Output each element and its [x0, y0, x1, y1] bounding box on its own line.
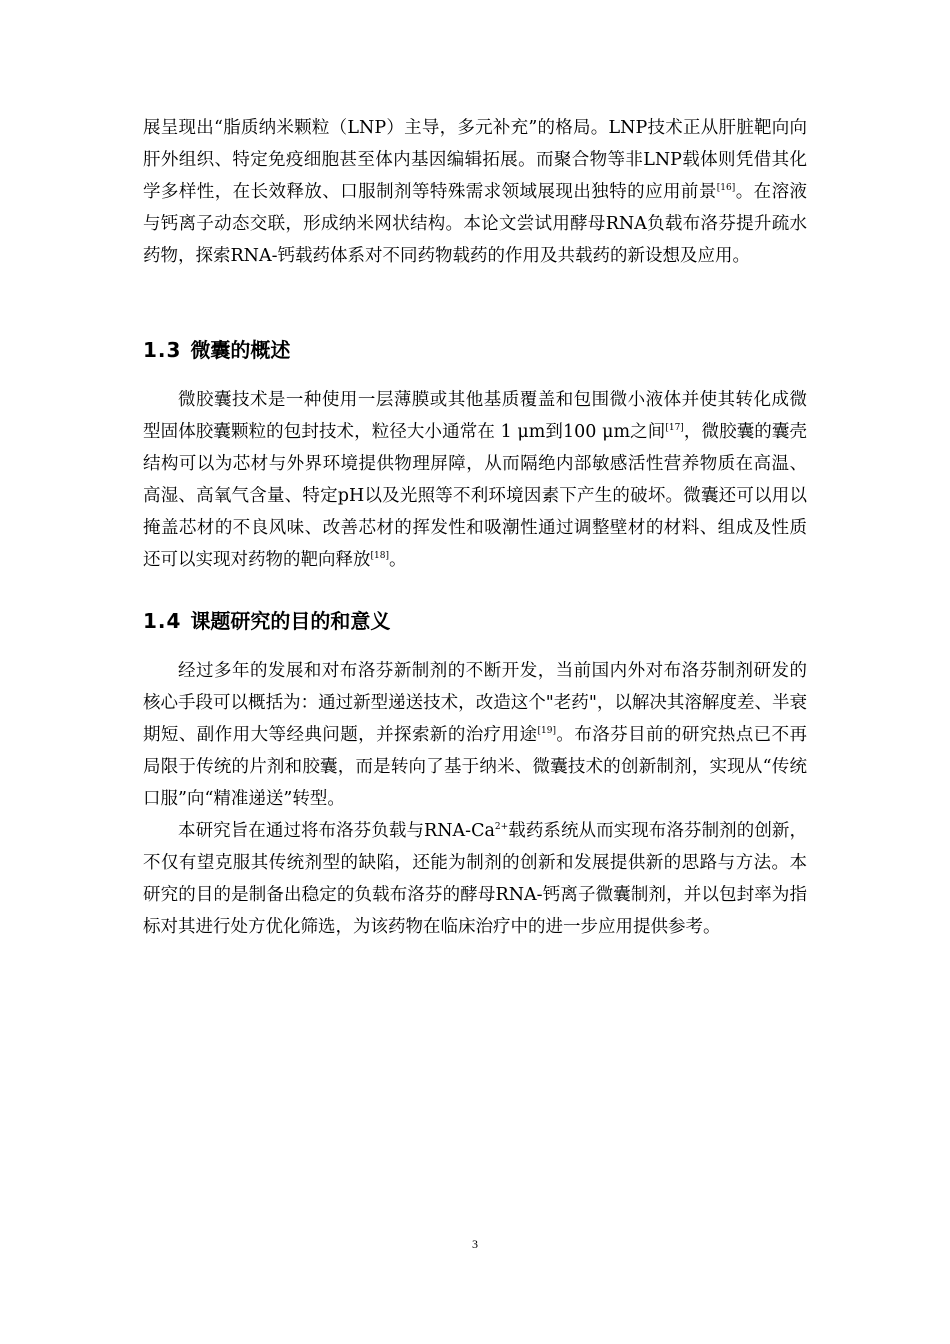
text-run: 经过多年的发展和对布洛芬新制剂的不断开发，当前国内外对布洛芬制剂研发的核心手段可以概括为：通过新型递送技术，改造这个"老药"，以解决其溶解度差、半衰期短、副作用大等经典问题，并探索新的治疗用途 — [143, 661, 807, 745]
text-run: 微胶囊技术是一种使用一层薄膜或其他基质覆盖和包围微小液体并使其转化成微型固体胶囊颗粒的包封技术，粒径大小通常在 1 μm到100 μm之间 — [143, 390, 807, 442]
paragraph-research-background — [143, 655, 807, 815]
superscript: 2+ — [494, 822, 509, 832]
paragraph-microcapsule — [143, 384, 807, 576]
paragraph-lnp-overview — [143, 112, 807, 272]
section-title: 课题研究的目的和意义 — [190, 609, 391, 633]
citation: [19] — [537, 726, 556, 736]
text-run: 展呈现出“脂质纳米颗粒（LNP）主导，多元补充”的格局。LNP技术正从肝脏靶向向肝外组织、特定免疫细胞甚至体内基因编辑拓展。而聚合物等非LNP载体则凭借其化学多样性，在长效释放、口服制剂等特殊需求领域展现出独特的应用前景 — [143, 118, 807, 202]
text-run: 。布洛芬目前的研究热点已不再局限于传统的片剂和胶囊，而是转向了基于纳米、微囊技术的创新制剂，实现从“传统口服”向“精准递送”转型。 — [143, 725, 808, 809]
text-run: ，微胶囊的囊壳结构可以为芯材与外界环境提供物理屏障，从而隔绝内部敏感活性营养物质在高温、高湿、高氧气含量、特定pH以及光照等不利环境因素下产生的破坏。微囊还可以用以掩盖芯材的不良风味、改善芯材的挥发性和吸潮性通过调整壁材的材料、组成及性质还可以实现对药物的靶向释放 — [143, 422, 807, 570]
section-heading-1-3 — [143, 335, 290, 365]
page-number: 3 — [472, 1237, 478, 1251]
text-run: 。在溶液与钙离子动态交联，形成纳米网状结构。本论文尝试用酵母RNA负载布洛芬提升疏水药物，探索RNA-钙载药体系对不同药物载药的作用及共载药的新设想及应用。 — [143, 182, 808, 266]
text-run: 载药系统从而实现布洛芬制剂的创新，不仅有望克服其传统剂型的缺陷，还能为制剂的创新和发展提供新的思路与方法。本研究的目的是制备出稳定的负载布洛芬的酵母RNA-钙离子微囊制剂，并以包封率为指标对其进行处方优化筛选，为该药物在临床治疗中的进一步应用提供参考。 — [143, 821, 807, 937]
section-heading-1-4 — [143, 606, 390, 636]
paragraph-research-purpose — [143, 815, 807, 943]
section-number: 1.3 — [143, 338, 182, 362]
text-run: 本研究旨在通过将布洛芬负载与RNA-Ca — [178, 821, 495, 841]
citation: [17] — [665, 423, 684, 433]
section-title: 微囊的概述 — [190, 338, 291, 362]
text-run: 。 — [388, 550, 407, 570]
citation: [18] — [370, 551, 389, 561]
section-number: 1.4 — [143, 609, 182, 633]
citation: [16] — [716, 183, 736, 193]
